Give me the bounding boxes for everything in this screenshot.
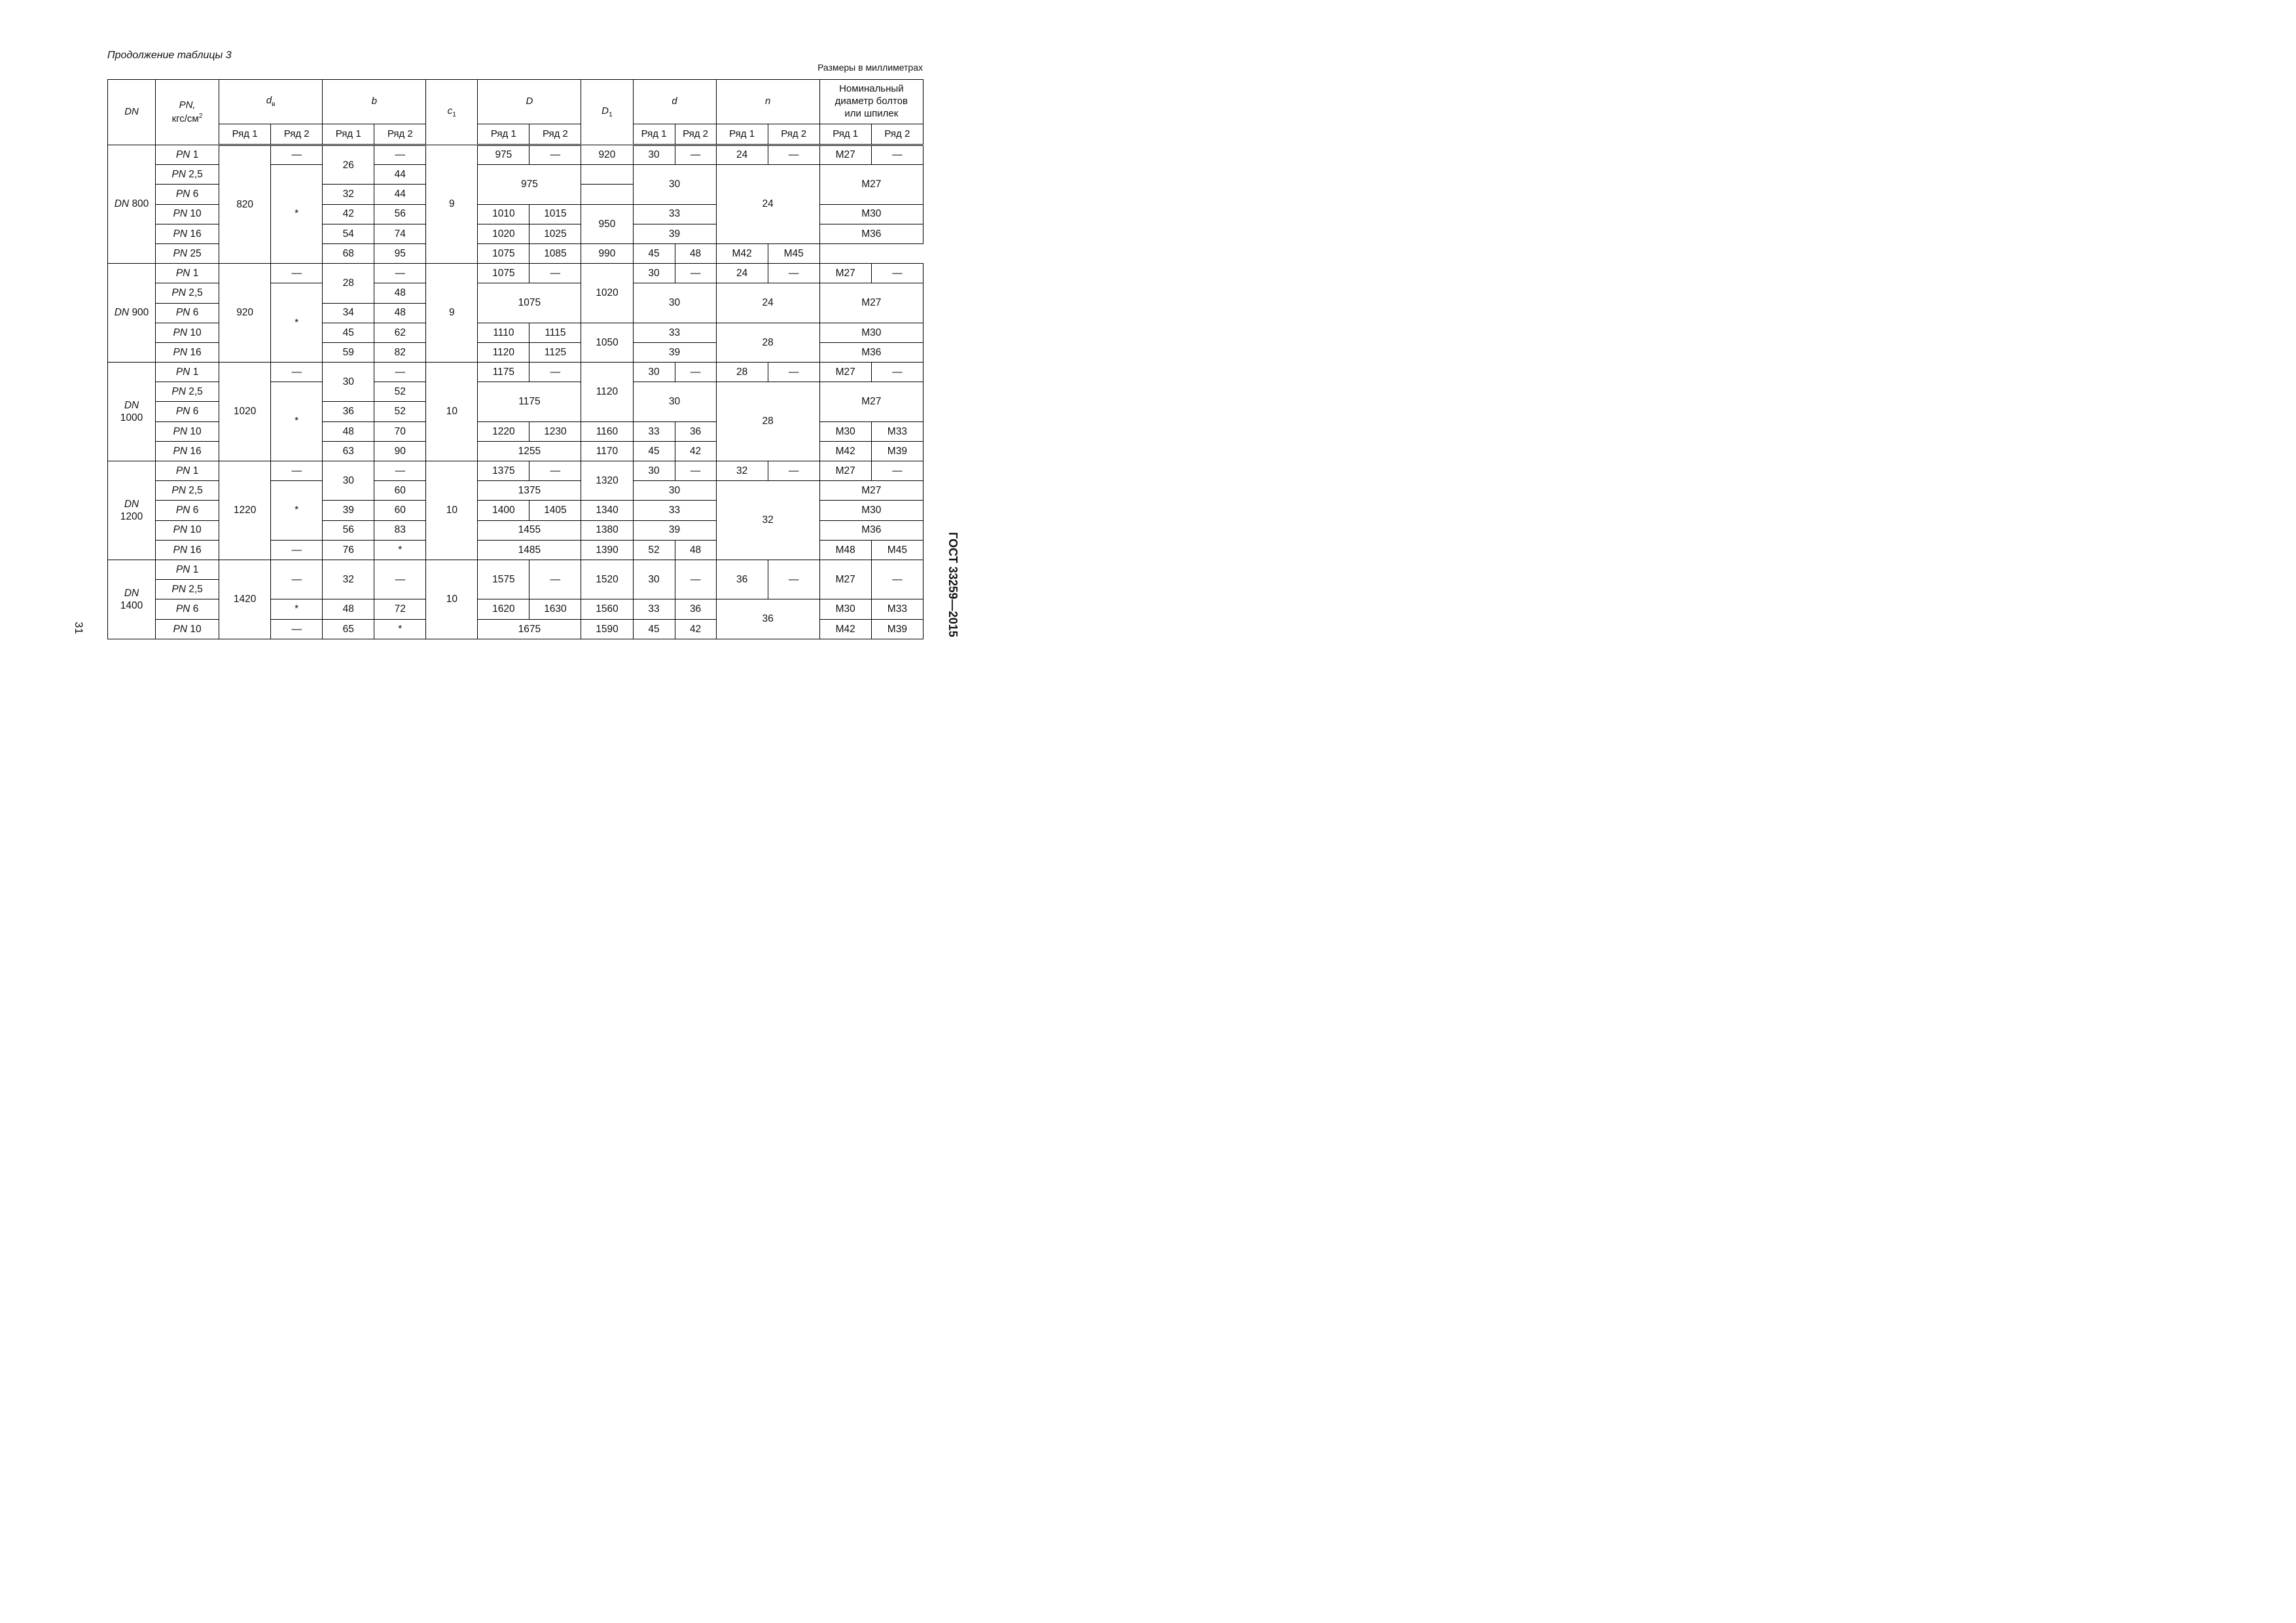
table-cell: 30 — [633, 363, 675, 382]
table-cell: 82 — [374, 342, 426, 362]
table-cell: 24 — [716, 283, 819, 323]
table-cell: 1340 — [581, 501, 633, 520]
table-cell: 30 — [633, 145, 675, 165]
table-cell: — — [271, 264, 323, 283]
table-cell: 24 — [716, 165, 819, 244]
table-cell: 36 — [675, 421, 716, 441]
pn-cell: PN 25 — [156, 243, 219, 263]
table-cell: 1120 — [581, 363, 633, 422]
table-cell: 32 — [716, 481, 819, 560]
table-cell: M42 — [716, 243, 768, 263]
table-cell: 65 — [323, 619, 374, 639]
table-cell: 28 — [716, 382, 819, 461]
table-cell: 975 — [478, 165, 581, 204]
table-cell: 33 — [633, 323, 716, 342]
table-cell: 1380 — [581, 520, 633, 540]
table-cell: 32 — [323, 185, 374, 204]
table-cell: M27 — [819, 145, 871, 165]
header-d: d — [633, 80, 716, 124]
table-cell: 62 — [374, 323, 426, 342]
header-c1: $c_1$ — [426, 80, 478, 145]
pn-cell: PN 10 — [156, 421, 219, 441]
table-cell: — — [768, 145, 819, 165]
pn-cell: PN 2,5 — [156, 382, 219, 402]
table-cell: 1320 — [581, 461, 633, 501]
table-cell: 48 — [675, 243, 716, 263]
table-cell: 1175 — [478, 363, 529, 382]
table-cell: 45 — [633, 441, 675, 461]
table-cell: 45 — [323, 323, 374, 342]
table-cell: 1050 — [581, 323, 633, 362]
table-cell: 10 — [426, 560, 478, 639]
table-cell: 32 — [323, 560, 374, 599]
table-cell: 920 — [581, 145, 633, 165]
table-cell: — — [271, 461, 323, 481]
table-cell: 39 — [633, 224, 716, 243]
table-cell: M33 — [871, 421, 923, 441]
table-cell: — — [374, 363, 426, 382]
table-cell: 1160 — [581, 421, 633, 441]
table-cell: * — [271, 481, 323, 541]
table-cell: — — [271, 619, 323, 639]
table-cell: 68 — [323, 243, 374, 263]
pn-cell: PN 2,5 — [156, 580, 219, 599]
header-pn: PN, кгс/$см^2$ — [156, 80, 219, 145]
pn-cell: PN 6 — [156, 501, 219, 520]
table-cell: M36 — [819, 224, 923, 243]
pn-cell: PN 1 — [156, 461, 219, 481]
table-cell: 10 — [426, 363, 478, 461]
table-cell: M30 — [819, 323, 923, 342]
table-cell: 1405 — [529, 501, 581, 520]
table-cell: * — [271, 283, 323, 363]
pn-cell: PN 16 — [156, 342, 219, 362]
table-row — [108, 363, 924, 382]
table-cell: 42 — [675, 619, 716, 639]
table-cell: 1375 — [478, 481, 581, 501]
table-cell: 1675 — [478, 619, 581, 639]
flange-dimensions-table — [107, 79, 924, 639]
table-cell: M45 — [871, 540, 923, 560]
table-row — [108, 145, 924, 165]
table-cell: M33 — [871, 599, 923, 619]
header-row-series — [108, 124, 924, 145]
table-cell: — — [871, 264, 923, 283]
table-cell: 1420 — [219, 560, 271, 639]
table-cell: 26 — [323, 145, 374, 185]
pn-cell: PN 10 — [156, 323, 219, 342]
table-cell: 39 — [633, 520, 716, 540]
table-cell: 1455 — [478, 520, 581, 540]
standard-code: ГОСТ 33259—2015 — [946, 532, 960, 637]
table-cell: 48 — [374, 283, 426, 303]
table-cell: 1120 — [478, 342, 529, 362]
header-bolts: Номинальный диаметр болтов или шпилек — [819, 80, 923, 124]
table-cell: 45 — [633, 243, 675, 263]
table-cell: 36 — [323, 402, 374, 421]
table-cell: 30 — [323, 461, 374, 501]
table-cell: 990 — [581, 243, 633, 263]
table-cell: 52 — [374, 382, 426, 402]
table-cell: 30 — [633, 382, 716, 421]
table-cell: M39 — [871, 441, 923, 461]
table-cell: 39 — [323, 501, 374, 520]
table-cell: — — [768, 461, 819, 481]
table-cell: 1015 — [529, 204, 581, 224]
table-cell: — — [768, 363, 819, 382]
table-cell: 1175 — [478, 382, 581, 421]
dn-cell: DN 800 — [108, 145, 156, 264]
table-cell: — — [768, 560, 819, 599]
table-cell: 1010 — [478, 204, 529, 224]
table-cell: 1020 — [478, 224, 529, 243]
table-cell: 83 — [374, 520, 426, 540]
table-cell: M27 — [819, 165, 923, 204]
table-cell — [581, 185, 633, 204]
table-cell: M30 — [819, 421, 871, 441]
dn-cell: DN 1200 — [108, 461, 156, 560]
table-cell: — — [374, 264, 426, 283]
table-cell: 59 — [323, 342, 374, 362]
table-cell: M27 — [819, 363, 871, 382]
table-cell: 72 — [374, 599, 426, 619]
table-cell: 74 — [374, 224, 426, 243]
table-cell: 42 — [323, 204, 374, 224]
table-cell: 56 — [323, 520, 374, 540]
table-cell: — — [768, 264, 819, 283]
table-cell: 10 — [426, 461, 478, 560]
table-cell: M30 — [819, 501, 923, 520]
table-cell: 1575 — [478, 560, 529, 599]
pn-cell: PN 10 — [156, 204, 219, 224]
table-cell: — — [871, 363, 923, 382]
table-cell: 48 — [374, 303, 426, 323]
header-D1: $D_1$ — [581, 80, 633, 145]
table-cell: 42 — [675, 441, 716, 461]
table-cell: 33 — [633, 421, 675, 441]
pn-cell: PN 2,5 — [156, 283, 219, 303]
pn-cell: PN 16 — [156, 441, 219, 461]
table-cell: 44 — [374, 185, 426, 204]
table-row — [108, 560, 924, 579]
header-row1: Ряд 1 — [633, 124, 675, 145]
table-cell: M36 — [819, 342, 923, 362]
table-cell: 1085 — [529, 243, 581, 263]
table-cell: * — [271, 165, 323, 264]
dn-cell: DN 1000 — [108, 363, 156, 461]
table-row — [108, 264, 924, 283]
table-cell: 33 — [633, 501, 716, 520]
table-cell: 36 — [716, 599, 819, 639]
table-cell: — — [871, 560, 923, 599]
table-cell: 1560 — [581, 599, 633, 619]
table-cell: 1375 — [478, 461, 529, 481]
table-cell: * — [374, 540, 426, 560]
table-cell: — — [871, 461, 923, 481]
table-cell: 60 — [374, 501, 426, 520]
table-cell: 1020 — [219, 363, 271, 461]
table-cell: 1170 — [581, 441, 633, 461]
table-cell: M27 — [819, 283, 923, 323]
pn-cell: PN 6 — [156, 185, 219, 204]
table-cell: 32 — [716, 461, 768, 481]
table-cell: * — [271, 382, 323, 461]
table-cell: 52 — [374, 402, 426, 421]
header-row2: Ряд 2 — [374, 124, 426, 145]
table-cell: M30 — [819, 599, 871, 619]
header-D: D — [478, 80, 581, 124]
table-cell: M39 — [871, 619, 923, 639]
table-cell: 28 — [323, 264, 374, 303]
pn-cell: PN 10 — [156, 619, 219, 639]
table-cell: 76 — [323, 540, 374, 560]
table-cell: 44 — [374, 165, 426, 185]
table-cell: M36 — [819, 520, 923, 540]
header-row2: Ряд 2 — [768, 124, 819, 145]
header-row1: Ряд 1 — [716, 124, 768, 145]
table-cell: 820 — [219, 145, 271, 264]
table-cell: 9 — [426, 145, 478, 264]
table-cell: 1255 — [478, 441, 581, 461]
table-cell: 1115 — [529, 323, 581, 342]
header-dn: DN — [108, 80, 156, 145]
table-cell: 30 — [633, 481, 716, 501]
dn-cell: DN 1400 — [108, 560, 156, 639]
table-cell: * — [271, 599, 323, 619]
table-cell: 1390 — [581, 540, 633, 560]
page-number: 31 — [73, 622, 85, 634]
pn-cell: PN 1 — [156, 264, 219, 283]
pn-cell: PN 16 — [156, 224, 219, 243]
table-cell: 1220 — [219, 461, 271, 560]
table-cell: 60 — [374, 481, 426, 501]
table-cell: 975 — [478, 145, 529, 165]
table-cell: 56 — [374, 204, 426, 224]
table-cell: 30 — [633, 165, 716, 204]
table-cell: — — [374, 145, 426, 165]
pn-cell: PN 1 — [156, 363, 219, 382]
table-cell: — — [529, 264, 581, 283]
table-cell: 33 — [633, 204, 716, 224]
table-cell: 28 — [716, 363, 768, 382]
table-cell: M27 — [819, 382, 923, 421]
pn-cell: PN 1 — [156, 560, 219, 579]
table-cell: 1520 — [581, 560, 633, 599]
table-cell: M42 — [819, 441, 871, 461]
table-cell: 920 — [219, 264, 271, 363]
pn-cell: PN 2,5 — [156, 165, 219, 185]
table-cell: 1590 — [581, 619, 633, 639]
table-cell: — — [374, 461, 426, 481]
table-cell: — — [271, 363, 323, 382]
pn-cell: PN 2,5 — [156, 481, 219, 501]
table-cell: 63 — [323, 441, 374, 461]
table-cell: 9 — [426, 264, 478, 363]
header-row2: Ряд 2 — [871, 124, 923, 145]
pn-cell: PN 1 — [156, 145, 219, 165]
table-cell: — — [374, 560, 426, 599]
table-cell: 1220 — [478, 421, 529, 441]
table-cell: 48 — [323, 421, 374, 441]
header-row-main — [108, 80, 924, 124]
table-cell: 52 — [633, 540, 675, 560]
table-cell: M45 — [768, 243, 819, 263]
table-cell: 1620 — [478, 599, 529, 619]
table-cell: 1400 — [478, 501, 529, 520]
table-cell: 30 — [633, 264, 675, 283]
table-cell: 1110 — [478, 323, 529, 342]
table-cell: 24 — [716, 145, 768, 165]
table-cell: — — [675, 264, 716, 283]
table-cell: — — [675, 560, 716, 599]
header-b: b — [323, 80, 426, 124]
header-row2: Ряд 2 — [675, 124, 716, 145]
table-cell: 1075 — [478, 283, 581, 323]
header-dv: $d_в$ — [219, 80, 323, 124]
pn-cell: PN 6 — [156, 402, 219, 421]
table-cell: — — [529, 560, 581, 599]
table-cell: — — [271, 145, 323, 165]
table-cell: 36 — [675, 599, 716, 619]
header-row1: Ряд 1 — [478, 124, 529, 145]
table-cell: 95 — [374, 243, 426, 263]
table-cell: 90 — [374, 441, 426, 461]
table-cell: — — [871, 145, 923, 165]
table-cell: 34 — [323, 303, 374, 323]
table-cell: 1630 — [529, 599, 581, 619]
table-cell: 45 — [633, 619, 675, 639]
header-row1: Ряд 1 — [323, 124, 374, 145]
table-cell: M27 — [819, 560, 871, 599]
table-cell: 28 — [716, 323, 819, 362]
table-cell: 1025 — [529, 224, 581, 243]
table-row — [108, 461, 924, 481]
table-cell: 1125 — [529, 342, 581, 362]
pn-cell: PN 16 — [156, 540, 219, 560]
table-cell: — — [529, 363, 581, 382]
table-cell: 1075 — [478, 243, 529, 263]
table-continuation-caption: Продолжение таблицы 3 — [107, 50, 232, 61]
table-cell: 30 — [633, 461, 675, 481]
table-cell: 950 — [581, 204, 633, 243]
table-cell: — — [675, 145, 716, 165]
table-cell: M27 — [819, 264, 871, 283]
table-cell: — — [271, 560, 323, 599]
header-n: n — [716, 80, 819, 124]
header-row1: Ряд 1 — [819, 124, 871, 145]
table-cell: 39 — [633, 342, 716, 362]
table-cell: M48 — [819, 540, 871, 560]
table-cell: 70 — [374, 421, 426, 441]
table-cell: — — [675, 363, 716, 382]
table-cell: M27 — [819, 481, 923, 501]
header-row2: Ряд 2 — [271, 124, 323, 145]
table-cell: 30 — [323, 363, 374, 402]
table-cell: — — [529, 461, 581, 481]
table-cell: — — [529, 145, 581, 165]
pn-cell: PN 10 — [156, 520, 219, 540]
table-cell: 48 — [323, 599, 374, 619]
table-cell: 54 — [323, 224, 374, 243]
table-cell: 1485 — [478, 540, 581, 560]
table-cell: 48 — [675, 540, 716, 560]
table-cell: 1230 — [529, 421, 581, 441]
pn-cell: PN 6 — [156, 303, 219, 323]
dn-cell: DN 900 — [108, 264, 156, 363]
table-cell: * — [374, 619, 426, 639]
table-cell: 33 — [633, 599, 675, 619]
table-cell: 30 — [633, 560, 675, 599]
header-row2: Ряд 2 — [529, 124, 581, 145]
table-cell: — — [271, 540, 323, 560]
table-cell: 30 — [633, 283, 716, 323]
table-cell: 1020 — [581, 264, 633, 323]
table-cell: 1075 — [478, 264, 529, 283]
units-note: Размеры в миллиметрах — [817, 62, 923, 73]
pn-cell: PN 6 — [156, 599, 219, 619]
table-cell: 24 — [716, 264, 768, 283]
table-cell: — — [675, 461, 716, 481]
table-cell: M42 — [819, 619, 871, 639]
table-cell: M30 — [819, 204, 923, 224]
table-cell — [581, 165, 633, 185]
table-cell: M27 — [819, 461, 871, 481]
table-cell: 36 — [716, 560, 768, 599]
header-row1: Ряд 1 — [219, 124, 271, 145]
